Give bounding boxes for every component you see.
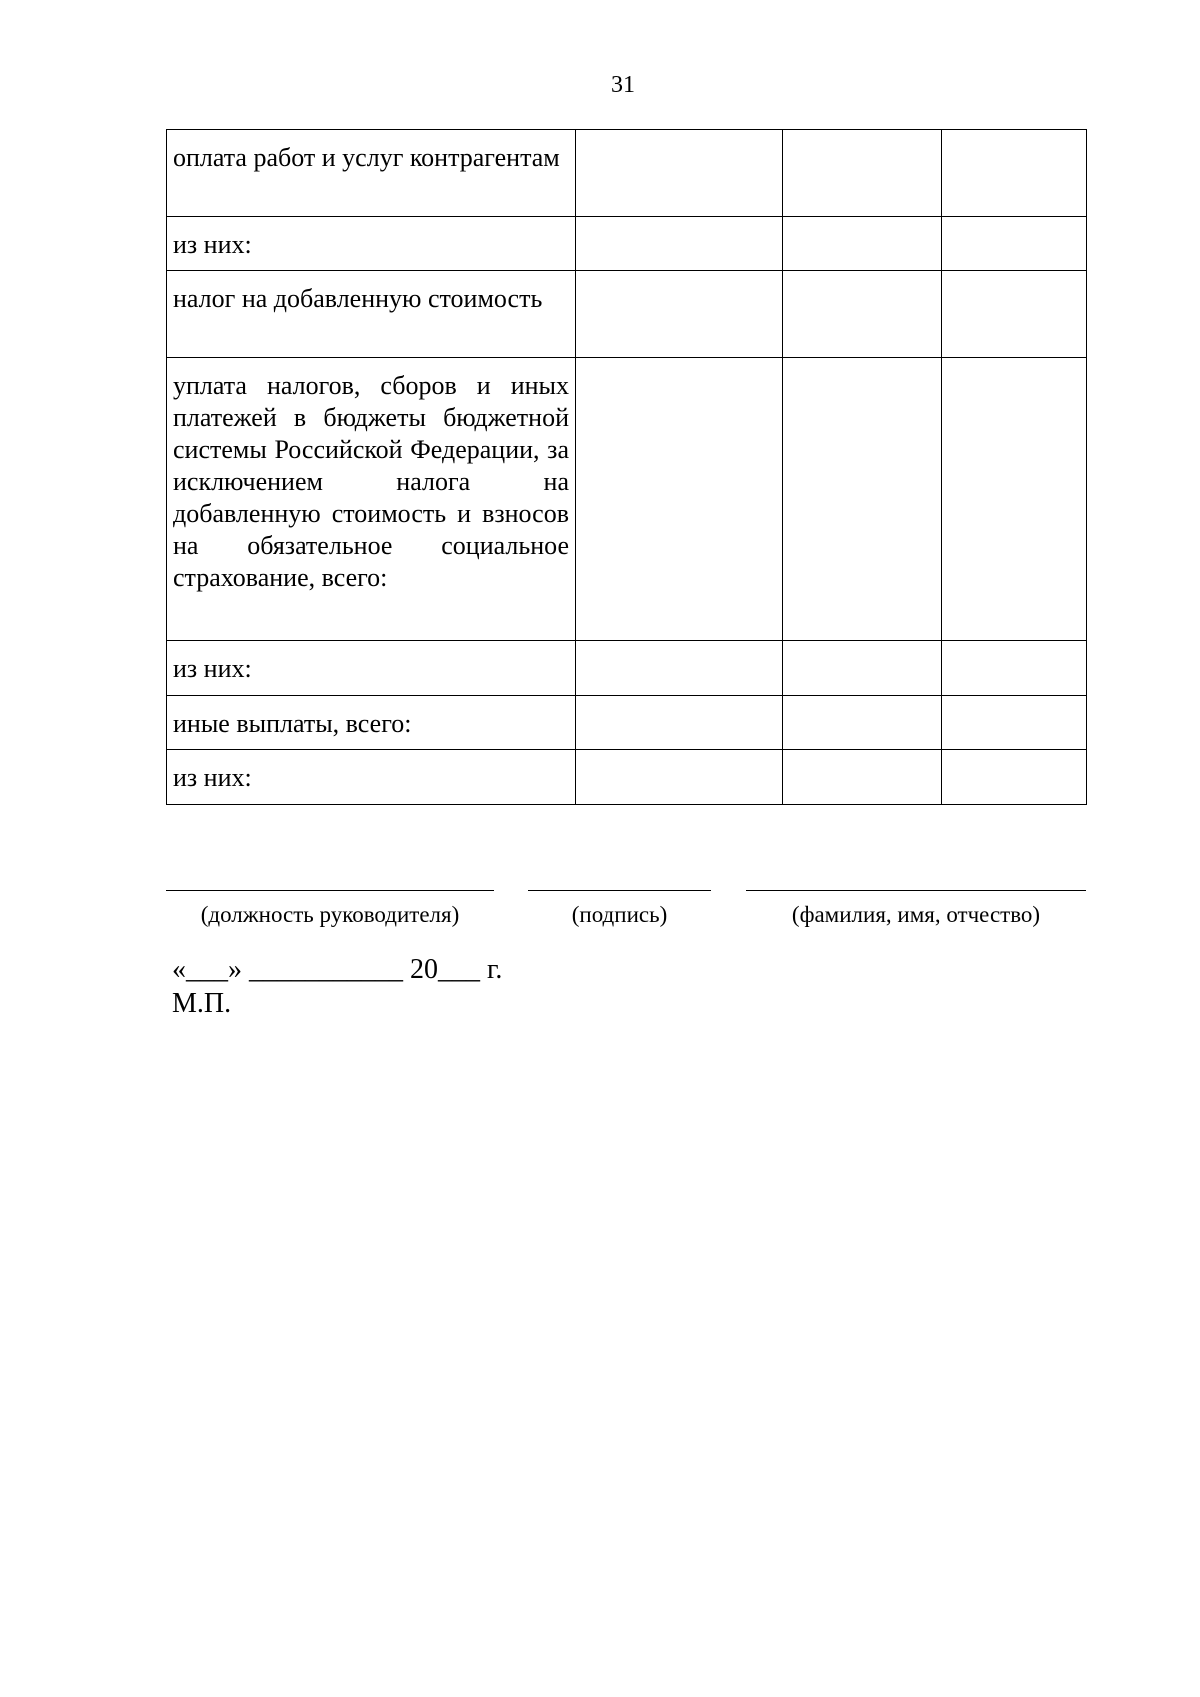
table-row [167, 696, 1087, 750]
position-signature-line[interactable] [166, 890, 494, 891]
value-cell[interactable] [942, 271, 1087, 358]
value-cell[interactable] [576, 641, 783, 696]
value-cell[interactable] [783, 696, 942, 750]
signature-line[interactable] [528, 890, 711, 891]
value-cell[interactable] [783, 271, 942, 358]
page-number: 31 [611, 72, 635, 98]
table-row [167, 358, 1087, 641]
value-cell[interactable] [576, 358, 783, 641]
value-cell[interactable] [783, 358, 942, 641]
table-row [167, 130, 1087, 217]
date-line[interactable]: «___» ___________ 20___ г. [172, 954, 503, 985]
value-cell[interactable] [783, 217, 942, 271]
table-row [167, 271, 1087, 358]
value-cell[interactable] [783, 641, 942, 696]
stamp-label: М.П. [172, 988, 232, 1019]
value-cell[interactable] [576, 696, 783, 750]
full-name-signature-line[interactable] [746, 890, 1086, 891]
value-cell[interactable] [576, 130, 783, 217]
value-cell[interactable] [783, 130, 942, 217]
table-row [167, 217, 1087, 271]
value-cell[interactable] [942, 641, 1087, 696]
row-label-other-payments: иные выплаты, всего: [167, 696, 576, 750]
value-cell[interactable] [942, 358, 1087, 641]
position-caption: (должность руководителя) [200, 902, 460, 927]
value-cell[interactable] [942, 750, 1087, 805]
signature-caption: (подпись) [571, 902, 668, 927]
full-name-caption: (фамилия, имя, отчество) [791, 902, 1041, 927]
value-cell[interactable] [576, 750, 783, 805]
row-label-of-which: из них: [167, 750, 576, 805]
row-label-taxes-and-fees: уплата налогов, сборов и иных платежей в бюджеты бюджетной системы Российской Федерации, за исключением налога на добавленную стоимость и взносов на обязательное социальное страхование, всего: [167, 358, 576, 641]
value-cell[interactable] [942, 130, 1087, 217]
row-label-contractor-payments: оплата работ и услуг контрагентам [167, 130, 576, 217]
value-cell[interactable] [576, 271, 783, 358]
table-row [167, 641, 1087, 696]
value-cell[interactable] [576, 217, 783, 271]
row-label-of-which: из них: [167, 217, 576, 271]
value-cell[interactable] [942, 217, 1087, 271]
table-row [167, 750, 1087, 805]
value-cell[interactable] [783, 750, 942, 805]
payments-table [166, 129, 1087, 805]
row-label-vat: налог на добавленную стоимость [167, 271, 576, 358]
value-cell[interactable] [942, 696, 1087, 750]
row-label-of-which: из них: [167, 641, 576, 696]
